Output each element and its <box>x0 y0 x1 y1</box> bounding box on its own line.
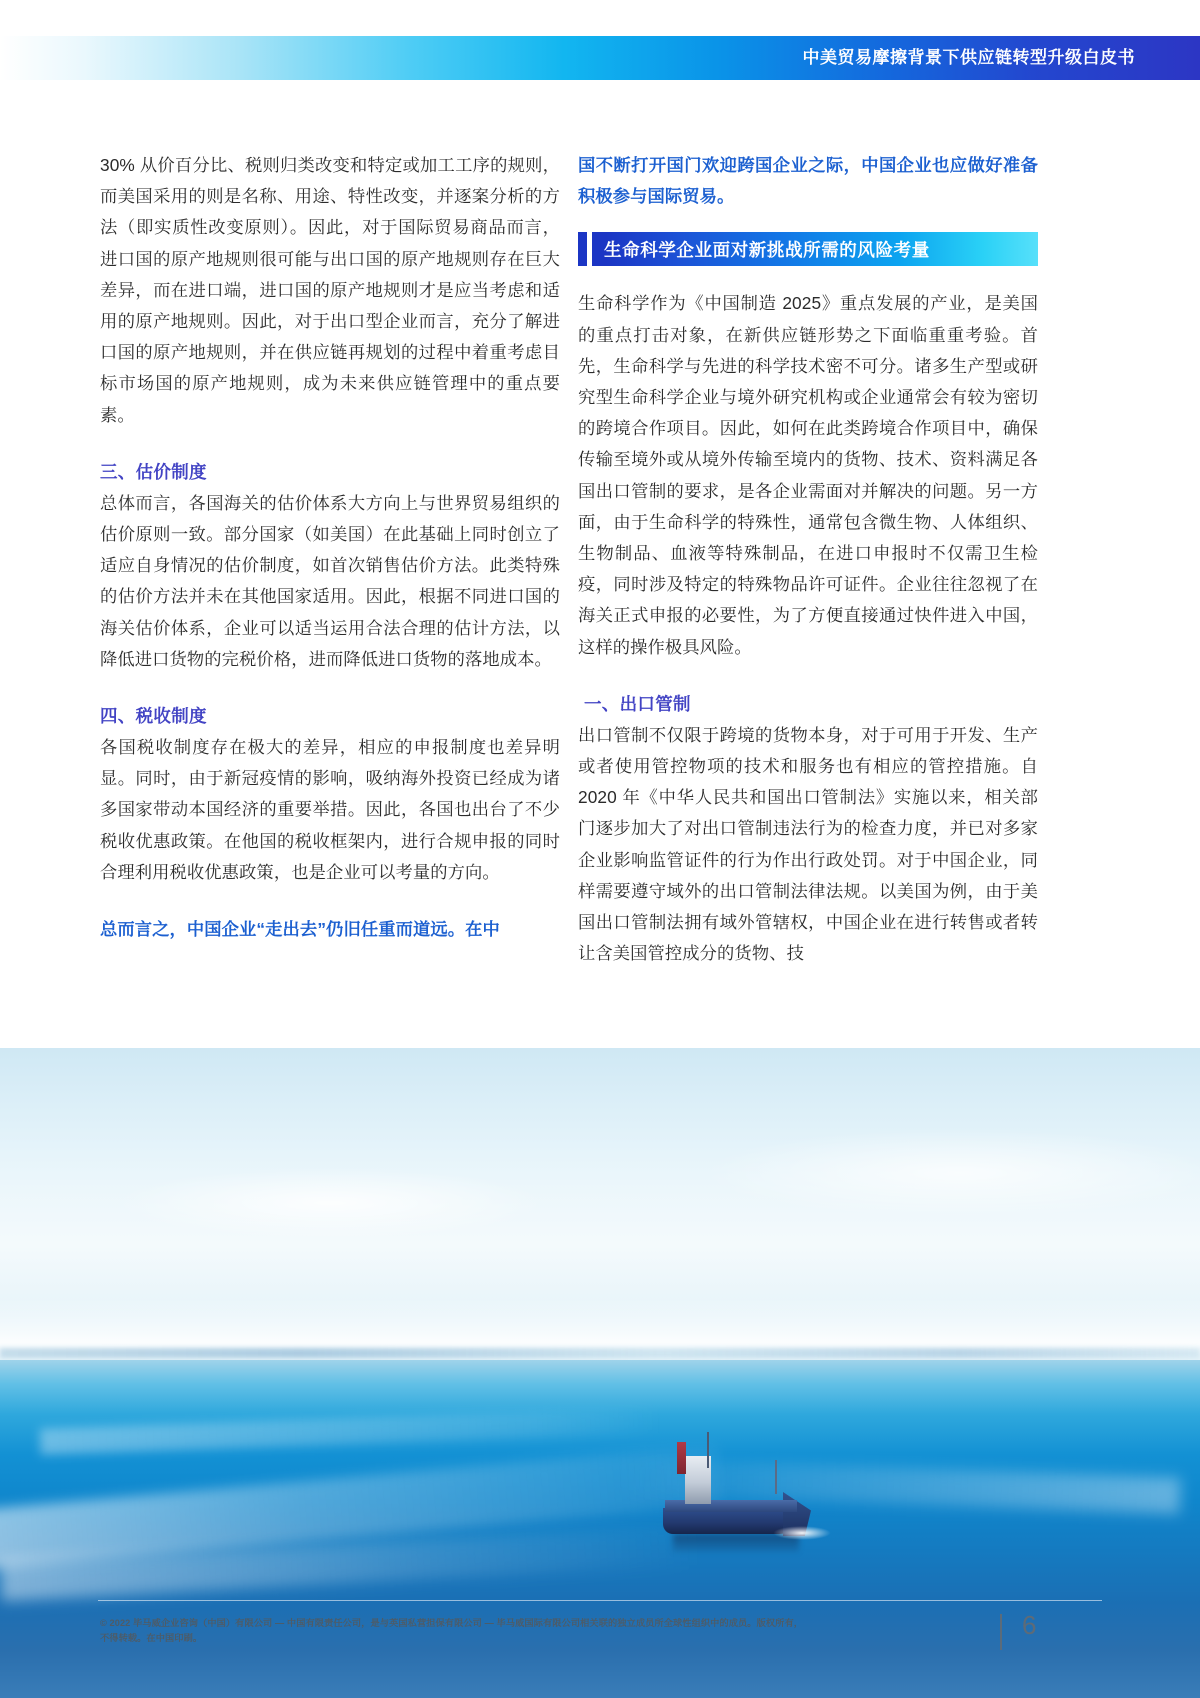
spacer <box>578 663 1038 689</box>
cloud <box>120 1168 540 1238</box>
left-column <box>100 150 560 945</box>
right-paragraph-2: 出口管制不仅限于跨境的货物本身，对于可用于开发、生产或者使用管控物项的技术和服务也有相应的管控措施。自 2020 年《中华人民共和国出口管制法》实施以来，相关部门逐步加大了对出口管制违法行为的检查力度，并已对多家企业影响监管证件的行为作出行政处罚。对于中国企业，同样需要遵守域外的出口管制法律法规。以美国为例，由于美国出口管制法拥有域外管辖权，中国企业在进行转售或者转让含美国管控成分的货物、技 <box>578 724 1038 964</box>
subheading-tax-system: 四、税收制度 <box>100 706 207 727</box>
subheading-valuation-system: 三、估价制度 <box>100 461 207 482</box>
hero-photo-cargo-ship <box>0 1048 1200 1698</box>
left-paragraph-2: 总体而言，各国海关的估价体系大方向上与世界贸易组织的估价原则一致。部分国家（如美国）在此基础上同时创立了适应自身情况的估价制度，如首次销售估价方法。此类特殊的估价方法并未在其他国家适用。因此，根据不同进口国的海关估价体系，企业可以适当运用合法合理的估计方法，以降低进口货物的完税价格，进而降低进口货物的落地成本。 <box>100 492 560 669</box>
ship-funnel <box>677 1442 686 1474</box>
header-banner <box>0 36 1200 80</box>
footer-divider <box>98 1600 1102 1601</box>
footer-copyright-line-2: 不得转载。在中国印刷。 <box>100 1633 203 1643</box>
section-banner-title: 生命科学企业面对新挑战所需的风险考量 <box>604 239 930 260</box>
page-footer <box>0 1588 1200 1698</box>
spacer <box>100 888 560 914</box>
spacer <box>100 431 560 457</box>
right-paragraph-1: 生命科学作为《中国制造 2025》重点发展的产业，是美国的重点打击对象，在新供应链形势之下面临重重考验。首先，生命科学与先进的科学技术密不可分。诸多生产型或研究型生命科学企业与境外研究机构或企业通常会有较为密切的跨境合作项目。因此，如何在此类跨境合作项目中，确保传输至境外或从境外传输至境内的货物、技术、资料满足各国出口管制的要求，是各企业需面对并解决的问题。另一方面，由于生命科学的特殊性，通常包含微生物、人体组织、生物制品、血液等特殊制品，在进口申报时不仅需卫生检疫，同时涉及特定的特殊物品许可证件。企业往往忽视了在海关正式申报的必要性，为了方便直接通过快件进入中国，这样的操作极具风险。 <box>578 293 1038 657</box>
right-continuation-highlight: 国不断打开国门欢迎跨国企业之际，中国企业也应做好准备积极参与国际贸易。 <box>578 155 1038 207</box>
subheading-export-control: 一、出口管制 <box>584 693 691 714</box>
ship-bow-wave <box>773 1526 831 1540</box>
right-column <box>578 150 1038 969</box>
left-paragraph-1: 30% 从价百分比、税则归类改变和特定或加工工序的规则，而美国采用的则是名称、用途、特性改变，并逐案分析的方法（即实质性改变原则）。因此，对于国际贸易商品而言，进口国的原产地规则很可能与出口国的原产地规则存在巨大差异，而在进口端，进口国的原产地规则才是应当考虑和适用的原产地规则。因此，对于出口型企业而言，充分了解进口国的原产地规则，并在供应链再规划的过程中着重考虑目标市场国的原产地规则，成为未来供应链管理中的重点要素。 <box>100 155 560 425</box>
section-banner <box>578 232 1038 266</box>
section-banner-accent-bar <box>578 232 587 266</box>
spacer <box>100 675 560 701</box>
footer-copyright-line-1: © 2022 毕马威企业咨询（中国）有限公司 — 中国有限责任公司，是与英国私营担保有限公司 — 毕马威国际有限公司相关联的独立成员所全球性组织中的成员。版权所有， <box>100 1618 804 1628</box>
distant-shoreline <box>0 1348 1200 1358</box>
cloud <box>700 1128 1200 1218</box>
section-banner-accent-gap <box>587 232 592 266</box>
page-number-divider <box>1000 1614 1002 1650</box>
page-number: 6 <box>1022 1610 1037 1640</box>
footer-copyright <box>100 1616 940 1646</box>
ship-mast <box>775 1460 777 1494</box>
header-title: 中美贸易摩擦背景下供应链转型升级白皮书 <box>802 48 1135 67</box>
left-closing-highlight: 总而言之，中国企业“走出去”仍旧任重而道远。在中 <box>100 919 500 940</box>
ship-mast <box>707 1432 709 1468</box>
page-content <box>0 150 1200 1030</box>
container-ship-icon <box>655 1430 815 1555</box>
left-paragraph-3: 各国税收制度存在极大的差异，相应的申报制度也差异明显。同时，由于新冠疫情的影响，吸纳海外投资已经成为诸多国家带动本国经济的重要举措。因此，各国也出台了不少税收优惠政策。在他国的税收框架内，进行合规申报的同时合理利用税收优惠政策，也是企业可以考量的方向。 <box>100 737 560 882</box>
